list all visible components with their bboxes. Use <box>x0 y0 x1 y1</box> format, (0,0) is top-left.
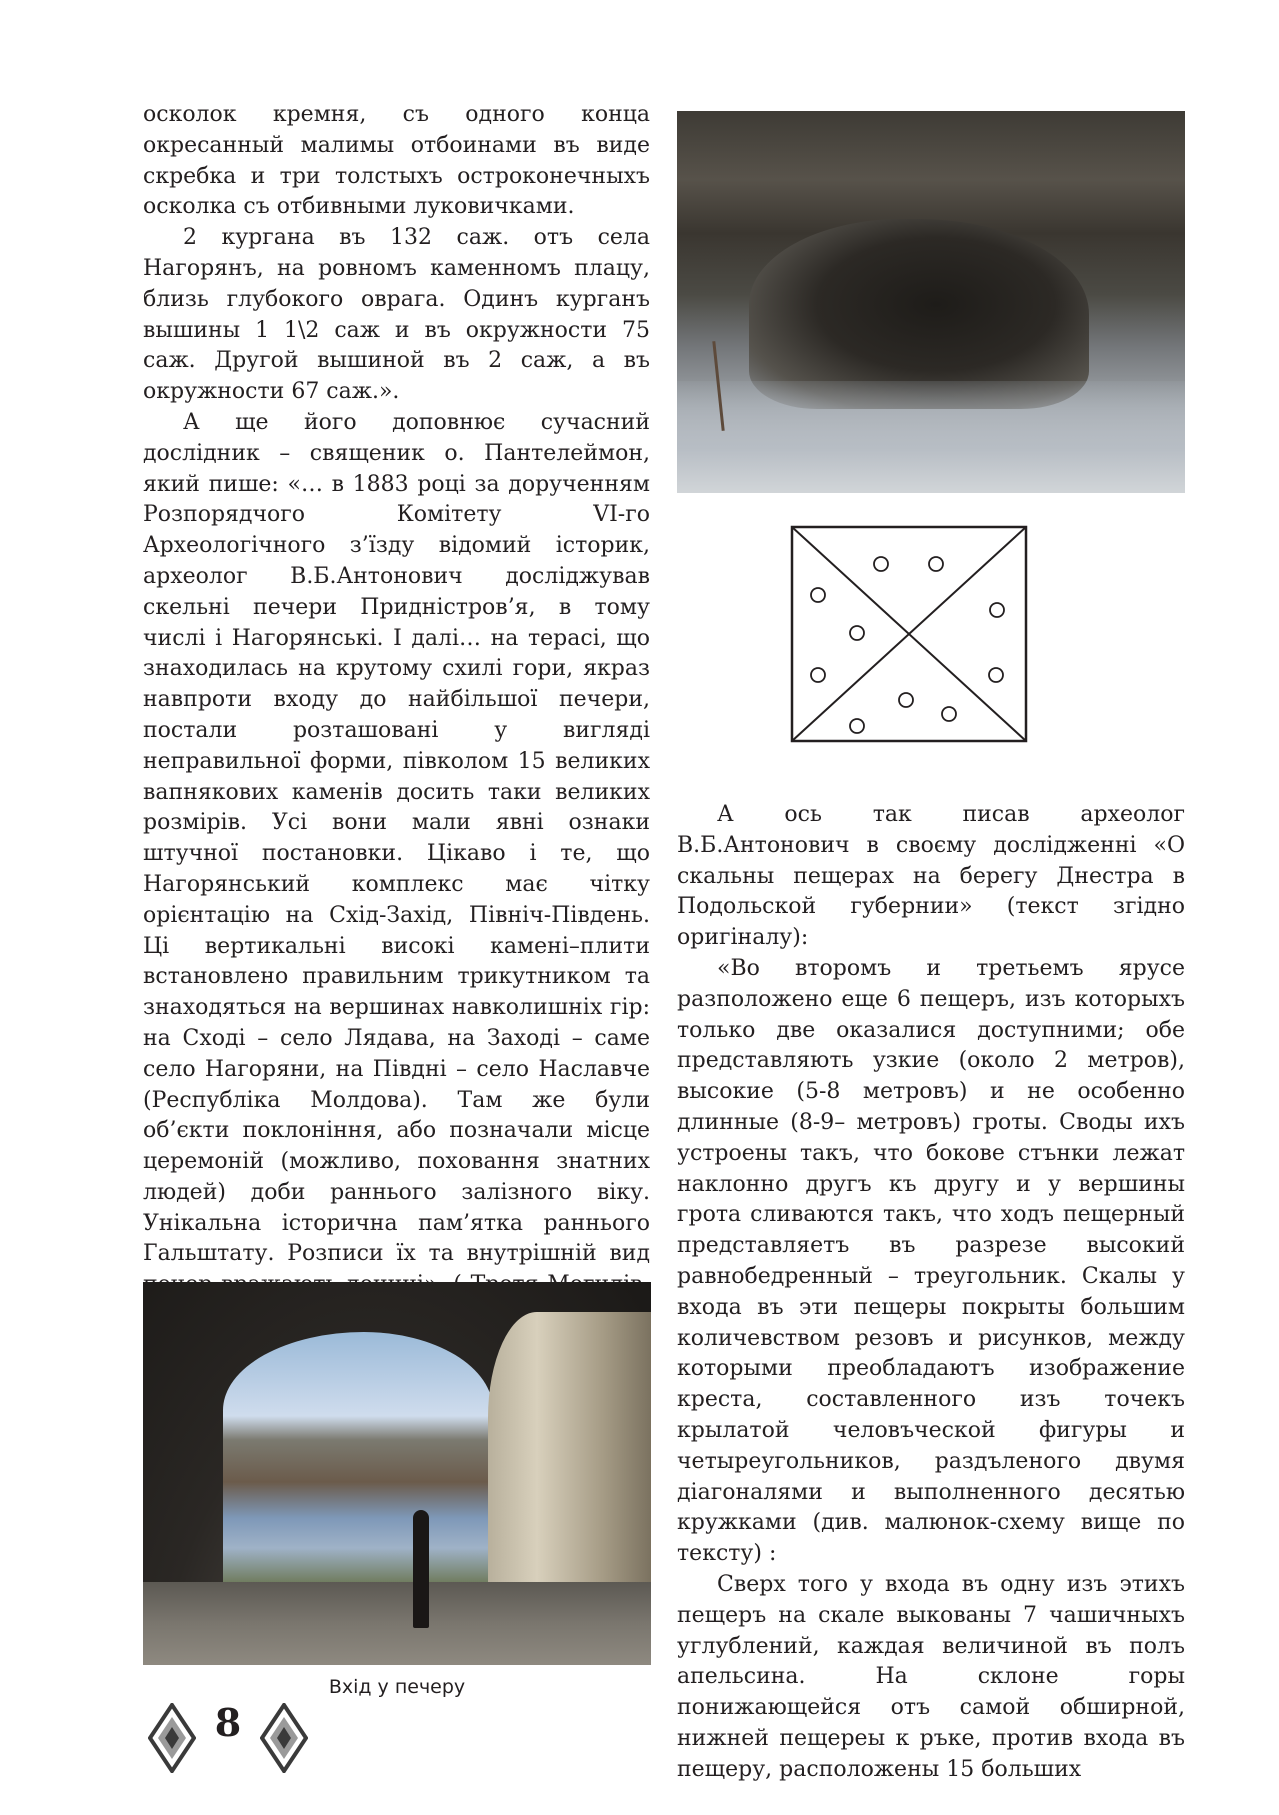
left-column <box>143 100 650 1424</box>
standing-person <box>413 1510 429 1628</box>
diagram-circle <box>942 707 956 721</box>
diagram-circle <box>850 719 864 733</box>
cave-ground <box>143 1582 651 1665</box>
diagram-circle <box>929 557 943 571</box>
diagram-circle <box>874 557 888 571</box>
cave-floor <box>677 381 1185 493</box>
diagram-circle <box>811 588 825 602</box>
diagram-circle <box>990 603 1004 617</box>
cave-entrance-photo <box>143 1282 651 1665</box>
photo-caption: Вхід у печеру <box>328 1676 466 1698</box>
page-number: 8 <box>214 1700 242 1745</box>
folk-ornament-left-icon <box>148 1703 196 1773</box>
diagram-circle <box>899 693 913 707</box>
paragraph-right-3: Сверх того у входа въ одну изъ этихъ пещеръ на скале выкованы 7 чашичныхъ углублений, каждая величиной въ полъ апельсина. На склоне горы понижающейся отъ самой обширной, нижней пещереы к ръке, против входа въ пещеру, расположены 15 больших <box>677 1571 1185 1782</box>
paragraph-left-1: осколок кремня, съ одного конца окресанный малимы отбоинами въ виде скребка и три толстыхъ остроконечныхъ осколка съ отбивными луковичками. <box>143 102 650 220</box>
paragraph-left-2: 2 кургана въ 132 саж. отъ села Нагорянъ, на ровномъ каменномъ плацу, близь глубокого оврага. Одинъ курганъ вышины 1 1\2 саж и въ окружности 75 саж. Другой вышиной въ 2 саж, а въ окружности 67 саж.». <box>143 225 650 405</box>
cave-interior-photo <box>677 111 1185 493</box>
diagram-circle <box>989 668 1003 682</box>
paragraph-right-2: «Во второмъ и третьемъ ярусе разположено еще 6 пещеръ, изъ которыхъ только две оказалися доступними; обе представляють узкие (около 2 метров), высокие (5-8 метровъ) и не особенно длинные (8-9– метровъ) гроты. Своды ихъ устроены такъ, что бокове стънки лежат наклонно другъ къ другу и у вершины грота сливаются такъ, что ходъ пещерный представляетъ въ разрезе высокий равнобедренный – треугольник. Скалы у входа въ эти пещеры покрыты большим количевством резовъ и рисунков, между которыми преобладаютъ изображение креста, составленного изъ точекъ крылатой человъческой фигуры и четыреугольников, раздъленого двумя діагоналями и выполненного десятью кружками (див. малюнок-схему вище по тексту) : <box>677 955 1185 1567</box>
diagram-circle <box>850 626 864 640</box>
petroglyph-diagram <box>790 525 1028 743</box>
paragraph-right-1: А ось так писав археолог В.Б.Антонович в своєму дослідженні «О скальны пещерах на берегу Днестра в Подольской губернии» (текст згідно оригіналу): <box>677 802 1185 951</box>
folk-ornament-right-icon <box>260 1703 308 1773</box>
right-column <box>677 800 1185 1786</box>
paragraph-left-3: А ще його доповнює сучасний дослідник – священик о. Пантелеймон, який пише: «… в 1883 році за дорученням Розпорядчого Комітету VI-го Археологічного з’їзду відомий історик, археолог В.Б.Антонович досліджував скельні печери Придністров’я, в тому числі і Нагорянські. І далі… на терасі, що знаходилась на крутому схилі гори, якраз навпроти входу до найбільшої печери, постали розташовані у вигляді неправильної форми, півколом 15 великих вапнякових каменів досить таки великих розмірів. Усі вони мали явні ознаки штучної постановки. Цікаво і те, що Нагорянський комплекс має чітку орієнтацію на Схід-Захід, Північ-Південь. Ці вертикальні високі камені–плити встановлено правильним трикутником та знаходяться на вершинах навколишніх гір: на Сході – село Лядава, на Заході – саме село Нагоряни, на Півдні – село Наславче (Республіка Молдова). Там же були об’єкти поклоніння, або позначали місце церемоній (можливо, поховання знатних людей) доби раннього залізного віку. Унікальна історична пам’ятка раннього Гальштату. Розписи їх та внутрішній вид <box>143 409 650 1267</box>
diagram-circle <box>811 668 825 682</box>
